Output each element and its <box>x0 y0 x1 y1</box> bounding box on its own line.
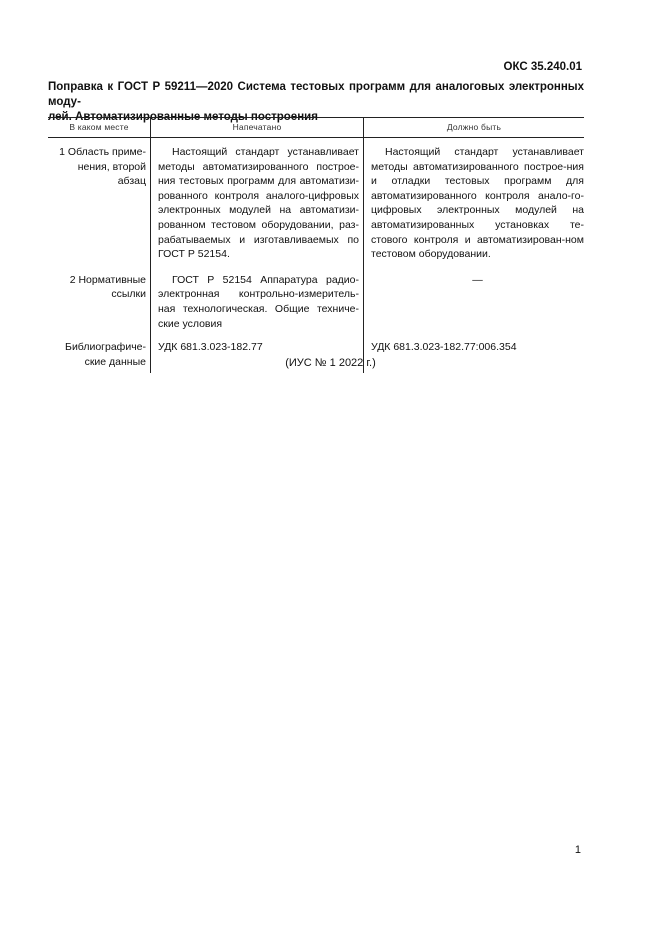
table-row <box>48 270 584 340</box>
cell-printed: ГОСТ Р 52154 Аппаратура радио-электронная контрольно-измеритель-ная технологическая. Общие техниче-ские условия <box>151 270 364 340</box>
cell-where: 2 Нормативные ссылки <box>69 273 146 301</box>
cell-should-be: УДК 681.3.023-182.77:006.354 <box>364 340 585 373</box>
cell-should-be: — <box>364 270 585 340</box>
column-header-should-be: Должно быть <box>364 118 585 138</box>
column-header-where: В каком месте <box>48 118 151 138</box>
title-line-1: Поправка к ГОСТ Р 59211—2020 Система тестовых программ для аналоговых электронных моду- <box>48 81 584 108</box>
cell-printed: Настоящий стандарт устанавливает методы автоматизированного построе-ния тестовых программ для автоматизи-рованного контроля аналого-цифровых электронных модулей на автоматизи-рованном тестовом оборудовании, раз-рабатываемых и изготавливаемых по ГОСТ Р 52154. <box>151 138 364 270</box>
cell-where: 1 Область приме-нения, второй абзац <box>59 146 146 188</box>
cell-should-be: Настоящий стандарт устанавливает методы автоматизированного построе-ния и отладки тестовых программ для автоматизированного контроля анало-го-цифровых электронных модулей на автоматизированных установках те-стового контроля и автоматизирован-ном тестовом оборудовании. <box>364 138 585 270</box>
table-header-row <box>48 118 584 138</box>
amendment-table <box>48 117 584 373</box>
title-line-2: лей. Автоматизированные методы построения <box>48 111 318 123</box>
table-row <box>48 138 584 270</box>
cell-printed: УДК 681.3.023-182.77 <box>151 340 364 373</box>
column-header-printed: Напечатано <box>151 118 364 138</box>
classification-code: ОКС 35.240.01 <box>503 61 582 73</box>
cell-where: Библиографиче-ские данные <box>65 341 146 368</box>
page-number: 1 <box>574 844 581 856</box>
ius-reference: (ИУС № 1 2022 г.) <box>285 357 376 369</box>
